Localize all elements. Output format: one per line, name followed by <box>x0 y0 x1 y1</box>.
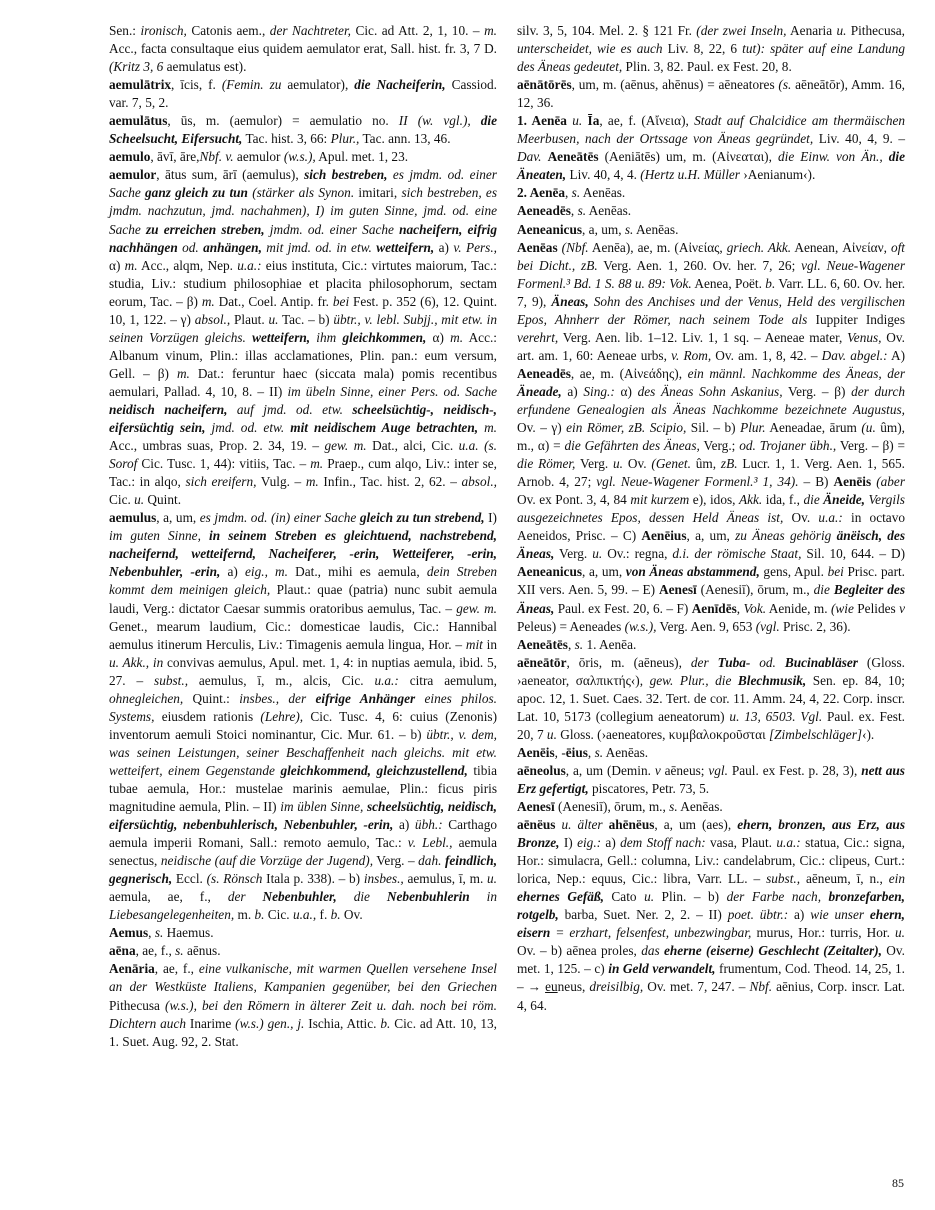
dictionary-entry: aemulātus, ūs, m. (aemulor) = aemulatio no. II (w. vgl.), die Scheelsucht, Eifersucht, Tac. hist. 3, 66: Plur., Tac. ann. 13, 46. <box>109 113 497 147</box>
dictionary-entry: Aemus, s. Haemus. <box>109 925 214 941</box>
left-column <box>109 22 497 1051</box>
dictionary-entry: aemulus, a, um, es jmdm. od. (in) einer Sache gleich zu tun strebend, I) im guten Sinne, in seinem Streben es gleichtuend, nachstrebend, nacheifernd, wetteifernd, Nacheiferer, -erin, Wetteiferer, -erin, Nebenbuhler, -erin, a) eig., m. Dat., mihi es aemula, dein Streben kommt dem meinigen gleich, Plaut.: quae (patria) nunc subit aemula laudi, Verg.: dictator Caesar summis oratoribus aemulus, Tac. – gew. m. Genet., mearum laudium, Cic.: domesticae laudis, Cic.: Hannibal aemulus itinerum Herculis, Liv.: Timagenis aemula lingua, Hor. – mit in u. Akk., in convivas aemulus, Apul. met. 1, 4: in nuptias aemula, ibid. 5, 27. – subst., aemulus, ī, m., alcis, Cic. u.a.: citra aemulum, ohnegleichen, Quint.: insbes., der eifrige Anhänger eines philos. Systems, eiusdem rationis (Lehre), Cic. Tusc. 4, 6: cuius (Zenonis) inventorum aemuli Stoici nominantur, Cic. Mur. 61. – b) übtr., v. dem, was seinen Leistungen, seiner Beschaffenheit nach gleichs. mit etw. wetteifert, einem Gegenstande gleichkommend, gleichzustellend, tibia tubae aemula, Hor.: mustelae marinis aemulae, Plin.: ficus piris magnitudine aemula, Plin. – II) im üblen Sinne, scheelsüchtig, neidisch, eifersüchtig, nebenbuhlerisch, Nebenbuhler, -erin, a) übh.: Carthago aemula imperii Romani, Sall.: remoto aemulo, Tac.: v. Lebl., aemula senectus, neidische (auf die Vorzüge der Jugend), Verg. – dah. feindlich, gegnerisch, Eccl. (s. Rönsch Itala p. 338). – b) insbes., aemulus, ī, m. u. aemula, ae, f., der Nebenbuhler, die Nebenbuhlerin in Liebesangelegenheiten, m. b. Cic. u.a., f. b. Ov. <box>109 510 498 923</box>
dictionary-entry: aēnātōrēs, um, m. (aēnus, ahēnus) = aēneatores (s. aēneātōr), Amm. 16, 12, 36. <box>517 77 905 111</box>
right-column <box>517 22 905 1015</box>
dictionary-entry: aemulo, āvī, āre,Nbf. v. aemulor (w.s.), Apul. met. 1, 23. <box>109 149 409 165</box>
page-number: 85 <box>892 1176 904 1190</box>
dictionary-entry: aēnëus u. älter ahēnëus, a, um (aes), ehern, bronzen, aus Erz, aus Bronze, I) eig.: a) dem Stoff nach: vasa, Plaut. u.a.: statua, Cic.: signa, Hor.: simulacra, Gell.: columna, Liv.: candelabrum, Cic.: clipeus, Curt.: lorica, Nep.: equus, Cic.: libra, Varr. LL. – subst., aēneum, ī, n., ein ehernes Gefäß, Cato u. Plin. – b) der Farbe nach, bronzefarben, rotgelb, barba, Suet. Ner. 2, 2. – II) poet. übtr.: a) wie unser ehern, eisern = erzhart, felsenfest, unbezwingbar, murus, Hor.: turris, Hor. u. Ov. – b) aēnea proles, das eherne (eiserne) Geschlecht (Zeitalter), Ov. met. 1, 125. – c) in Geld verwandelt, frumentum, Cod. Theod. 14, 25, 1. – → euneus, dreisilbig, Ov. met. 7, 247. – Nbf. aēnius, Corp. inscr. Lat. 4, 64. <box>517 817 906 1013</box>
dictionary-entry: aēneolus, a, um (Demin. v aēneus; vgl. Paul. ex Fest. p. 28, 3), nett aus Erz gefertigt, piscatores, Petr. 73, 5. <box>517 762 905 796</box>
dictionary-entry: silv. 3, 5, 104. Mel. 2. § 121 Fr. (der zwei Inseln, Aenaria u. Pithecusa, unterscheidet, wie es auch Liv. 8, 22, 6 tut): später auf eine Landung des Äneas gedeutet, Plin. 3, 82. Paul. ex Fest. 20, 8. <box>517 23 906 75</box>
dictionary-entry: Aenēas (Nbf. Aenēa), ae, m. (Αἰνείας, griech. Akk. Aenean, Αἰνείαν, oft bei Dicht., zB. Verg. Aen. 1, 260. Ov. her. 7, 26; vgl. Neue-Wagener Formenl.³ Bd. 1 S. 88 u. 89: Vok. Aenea, Poët. b. Varr. LL. 6, 60. Ov. her. 7, 9), Äneas, Sohn des Anchises und der Venus, Held des vergilischen Epos, Ahnherr der Römer, nach seinem Tode als Iuppiter Indiges verehrt, Verg. Aen. lib. 1–12. Liv. 1, 1 sq. – Aeneae mater, Venus, Ov. art. am. 1, 60: Aeneae urbs, v. Rom, Ov. am. 1, 8, 42. – Dav. abgel.: A) Aeneadēs, ae, m. (Αἰνεάδης), ein männl. Nachkomme des Äneas, der Äneade, a) Sing.: α) des Äneas Sohn Askanius, Verg. – β) der durch erfundene Genealogien als Äneas Nachkomme bezeichnete Augustus, Ov. – γ) ein Römer, zB. Scipio, Sil. – b) Plur. Aeneadae, ārum (u. ûm), m., α) = die Gefährten des Äneas, Verg.; od. Trojaner übh., Verg. – β) = die Römer, Verg. u. Ov. (Genet. ûm, zB. Lucr. 1, 1. Verg. Aen. 1, 565. Arnob. 4, 27; vgl. Neue-Wagener Formenl.³ 1, 34). – B) Aenēis (aber Ov. ex Pont. 3, 4, 84 mit kurzem e), idos, Akk. ida, f., die Äneide, Vergils ausgezeichnetes Epos, dessen Held Äneas ist, Ov. u.a.: in octavo Aeneidos, Prisc. – C) Aenēius, a, um, zu Äneas gehörig änëisch, des Äneas, Verg. u. Ov.: regna, d.i. der römische Staat, Sil. 10, 644. – D) Aeneanicus, a, um, von Äneas abstammend, gens, Apul. bei Prisc. part. XII vers. Aen. 5, 99. – E) Aenesī (Aenesiī), ōrum, m., die Begleiter des Äneas, Paul. ex Fest. 20, 6. – F) Aenīdēs, Vok. Aenide, m. (wie Pelides v Peleus) = Aeneades (w.s.), Verg. Aen. 9, 653 (vgl. Prisc. 2, 36). <box>517 239 906 634</box>
dictionary-entry: aemulor, ātus sum, ārī (aemulus), sich bestreben, es jmdm. od. einer Sache ganz gleich zu tun (stärker als Synon. imitari, sich bestreben, es jmdm. nachzutun, jmd. nachahmen), I) im guten Sinne, jmd. od. eine Sache zu erreichen streben, jmdm. od. einer Sache nacheifern, eifrig nachhängen od. anhängen, mit jmd. od. in etw. wetteifern, a) v. Pers., α) m. Acc., alqm, Nep. u.a.: eius instituta, Cic.: virtutes maiorum, Tac.: studia, Liv.: studium philosophiae et placita philosophorum, sectam eorum, Tac. – β) m. Dat., Coel. Antip. fr. bei Fest. p. 352 (6), 12. Quint. 10, 1, 122. – γ) absol., Plaut. u. Tac. – b) übtr., v. lebl. Subjj., mit etw. in seinen Vorzügen gleichs. wetteifern, ihm gleichkommen, α) m. Acc.: Albanum vinum, Plin.: illas acclamationes, Plin. pan.: eum versum, Gell. – β) m. Dat.: feruntur haec (siccata mala) pomis recentibus aemulari, Pallad. 4, 10, 8. – II) im übeln Sinne, einer Pers. od. Sache neidisch nacheifern, auf jmd. od. etw. scheelsüchtig-, neidisch-, eifersüchtig sein, jmd. od. etw. mit neidischem Auge betrachten, m. Acc., umbras suas, Prop. 2. 34, 19. – gew. m. Dat., alci, Cic. u.a. (s. Sorof Cic. Tusc. 1, 44): vitiis, Tac. – m. Praep., cum alqo, Liv.: inter se, Tac.: in alqo, sich ereifern, Vulg. – m. Infin., Tac. hist. 2, 62. – absol., Cic. u. Quint. <box>109 167 498 508</box>
dictionary-entry: aemulātrix, īcis, f. (Femin. zu aemulator), die Nacheiferin, Cassiod. var. 7, 5, 2. <box>109 77 498 111</box>
dictionary-entry: Aeneadēs, s. Aenēas. <box>517 203 632 219</box>
dictionary-entry: Aenēis, -ēius, s. Aenēas. <box>517 744 649 760</box>
dictionary-entry: aēneātōr, ōris, m. (aēneus), der Tuba- od. Bucinabläser (Gloss. ›aeneator, σαλπικτής‹), gew. Plur., die Blechmusik, Sen. ep. 84, 10; apoc. 12, 1. Suet. Caes. 32. Tert. de cor. 11. Amm. 24, 4, 22. Corp. inscr. Lat. 10, 5173 (collegium aeneatorum) u. 13, 6503. Vgl. Paul. ex. Fest. 20, 7 u. Gloss. (›aeneatores, κυμβαλοκροῦσται [Zimbelschläger]‹). <box>517 654 905 742</box>
dictionary-entry: 1. Aenēa u. Īa, ae, f. (Αἴνεια), Stadt auf Chalcidice am thermäischen Meerbusen, nach der Ortssage von Äneas gegründet, Liv. 40, 4, 9. – Dav. Aeneātēs (Aeniātēs) um, m. (Αἰνεαται), die Einw. von Än., die Äneaten, Liv. 40, 4, 4. (Hertz u.H. Müller ›Aenianum‹). <box>517 113 906 183</box>
dictionary-entry: Aeneanicus, a, um, s. Aenēas. <box>517 221 679 237</box>
dictionary-entry: Aeneātēs, s. 1. Aenēa. <box>517 636 637 652</box>
dictionary-entry: Aenāria, ae, f., eine vulkanische, mit warmen Quellen versehene Insel an der Westküste Italiens, Kampanien gegenüber, bei den Griechen Pithecusa (w.s.), bei den Römern in älterer Zeit u. dah. noch bei röm. Dichtern auch Inarime (w.s.) gen., j. Ischia, Attic. b. Cic. ad Att. 10, 13, 1. Suet. Aug. 92, 2. Stat. <box>109 961 497 1049</box>
dictionary-entry: 2. Aenēa, s. Aenēas. <box>517 185 626 201</box>
dictionary-entry: Aenesī (Aenesiī), ōrum, m., s. Aenēas. <box>517 799 723 815</box>
dictionary-entry: aēna, ae, f., s. aēnus. <box>109 943 221 959</box>
dictionary-entry: Sen.: ironisch, Catonis aem., der Nachtreter, Cic. ad Att. 2, 1, 10. – m. Acc., facta consultaque eius quidem aemulator erat, Sall. hist. fr. 3, 7 D. (Kritz 3, 6 aemulatus est). <box>109 23 497 75</box>
